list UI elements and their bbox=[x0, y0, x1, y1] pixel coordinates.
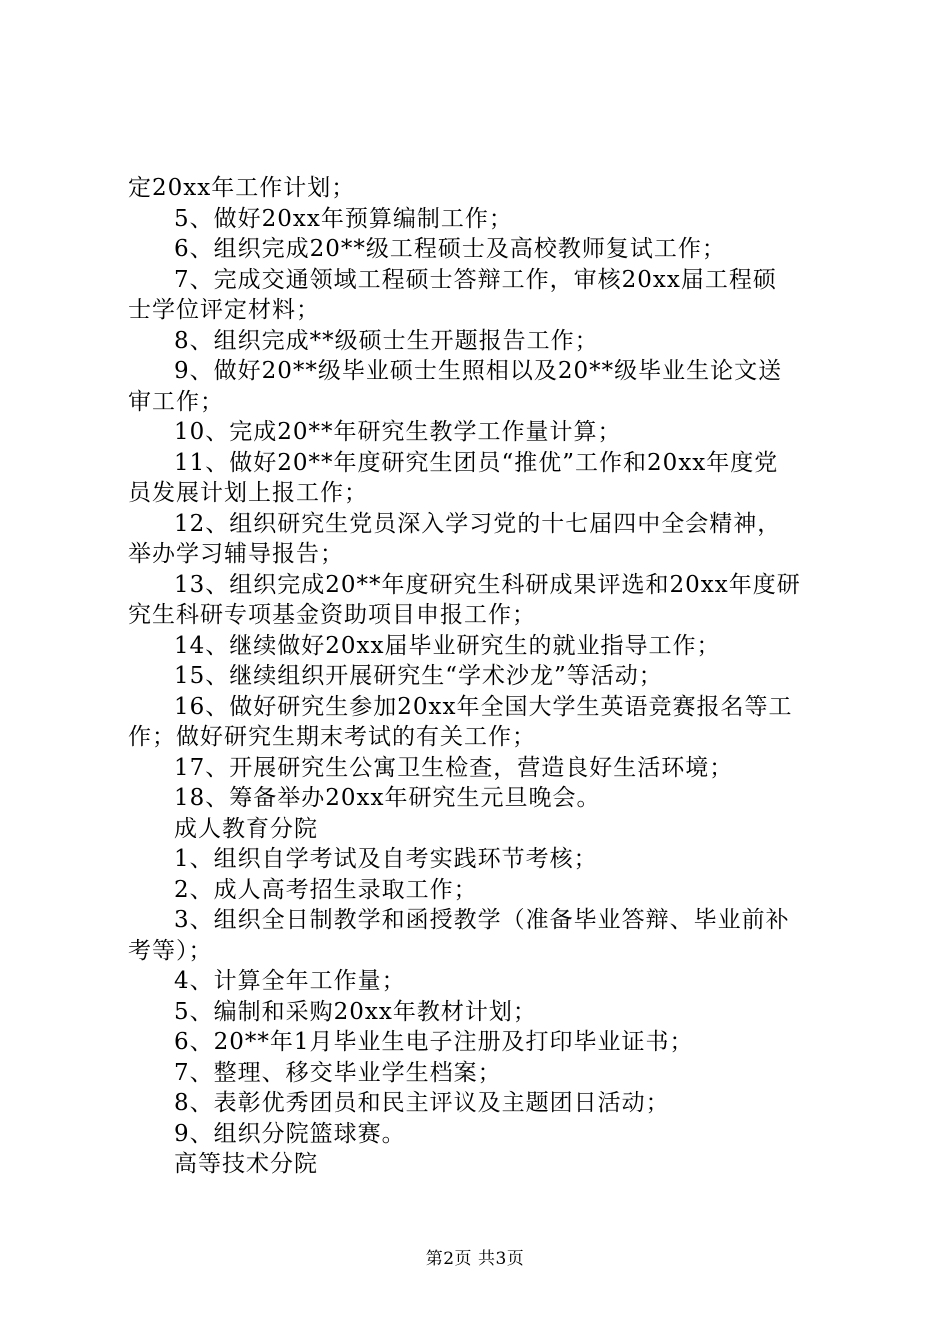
text-line: 高等技术分院 bbox=[174, 1151, 318, 1177]
text-line: 4、计算全年工作量； bbox=[174, 968, 406, 994]
text-line: 审工作； bbox=[128, 388, 224, 415]
text-line: 18、筹备举办20xx年研究生元旦晚会。 bbox=[174, 785, 601, 811]
text-line: 2、成人高考招生录取工作； bbox=[174, 876, 478, 903]
text-line: 6、组织完成20**级工程硕士及高校教师复试工作； bbox=[174, 236, 726, 262]
text-line: 士学位评定材料； bbox=[128, 297, 320, 323]
text-line: 7、完成交通领域工程硕士答辩工作，审核20xx届工程硕 bbox=[174, 266, 777, 293]
text-line: 8、组织完成**级硕士生开题报告工作； bbox=[174, 327, 599, 354]
text-line: 10、完成20**年研究生教学工作量计算； bbox=[174, 419, 622, 445]
text-line: 12、组织研究生党员深入学习党的十七届四中全会精神， bbox=[174, 510, 782, 537]
document-body bbox=[128, 173, 828, 1180]
text-line: 5、编制和采购20xx年教材计划； bbox=[174, 998, 537, 1025]
text-line: 17、开展研究生公寓卫生检查，营造良好生活环境； bbox=[174, 754, 734, 781]
text-line: 15、继续组织开展研究生“学术沙龙”等活动； bbox=[174, 663, 663, 689]
text-line: 定20xx年工作计划； bbox=[128, 175, 356, 201]
text-line: 作；做好研究生期末考试的有关工作； bbox=[128, 724, 536, 750]
text-line: 员发展计划上报工作； bbox=[128, 480, 368, 506]
text-line: 7、整理、移交毕业学生档案； bbox=[174, 1059, 502, 1086]
text-line: 5、做好20xx年预算编制工作； bbox=[174, 205, 513, 232]
text-line: 16、做好研究生参加20xx年全国大学生英语竞赛报名等工 bbox=[174, 693, 793, 720]
text-line: 1、组织自学考试及自考实践环节考核； bbox=[174, 846, 598, 872]
page-footer: 第2页 共3页 bbox=[425, 1249, 525, 1269]
text-line: 14、继续做好20xx届毕业研究生的就业指导工作； bbox=[174, 632, 721, 659]
text-line: 举办学习辅导报告； bbox=[128, 541, 344, 567]
text-line: 13、组织完成20**年度研究生科研成果评选和20xx年度研 bbox=[174, 571, 801, 598]
text-line: 成人教育分院 bbox=[174, 815, 318, 842]
text-line: 考等）； bbox=[128, 937, 213, 964]
text-line: 6、20**年1月毕业生电子注册及打印毕业证书； bbox=[174, 1029, 694, 1055]
text-line: 11、做好20**年度研究生团员“推优”工作和20xx年度党 bbox=[174, 449, 779, 476]
text-line: 9、组织分院篮球赛。 bbox=[174, 1120, 406, 1147]
text-line: 3、组织全日制教学和函授教学（准备毕业答辩、毕业前补 bbox=[174, 907, 790, 933]
text-line: 8、表彰优秀团员和民主评议及主题团日活动； bbox=[174, 1090, 670, 1116]
text-line: 9、做好20**级毕业硕士生照相以及20**级毕业生论文送 bbox=[174, 358, 783, 384]
text-line: 究生科研专项基金资助项目申报工作； bbox=[128, 602, 536, 628]
